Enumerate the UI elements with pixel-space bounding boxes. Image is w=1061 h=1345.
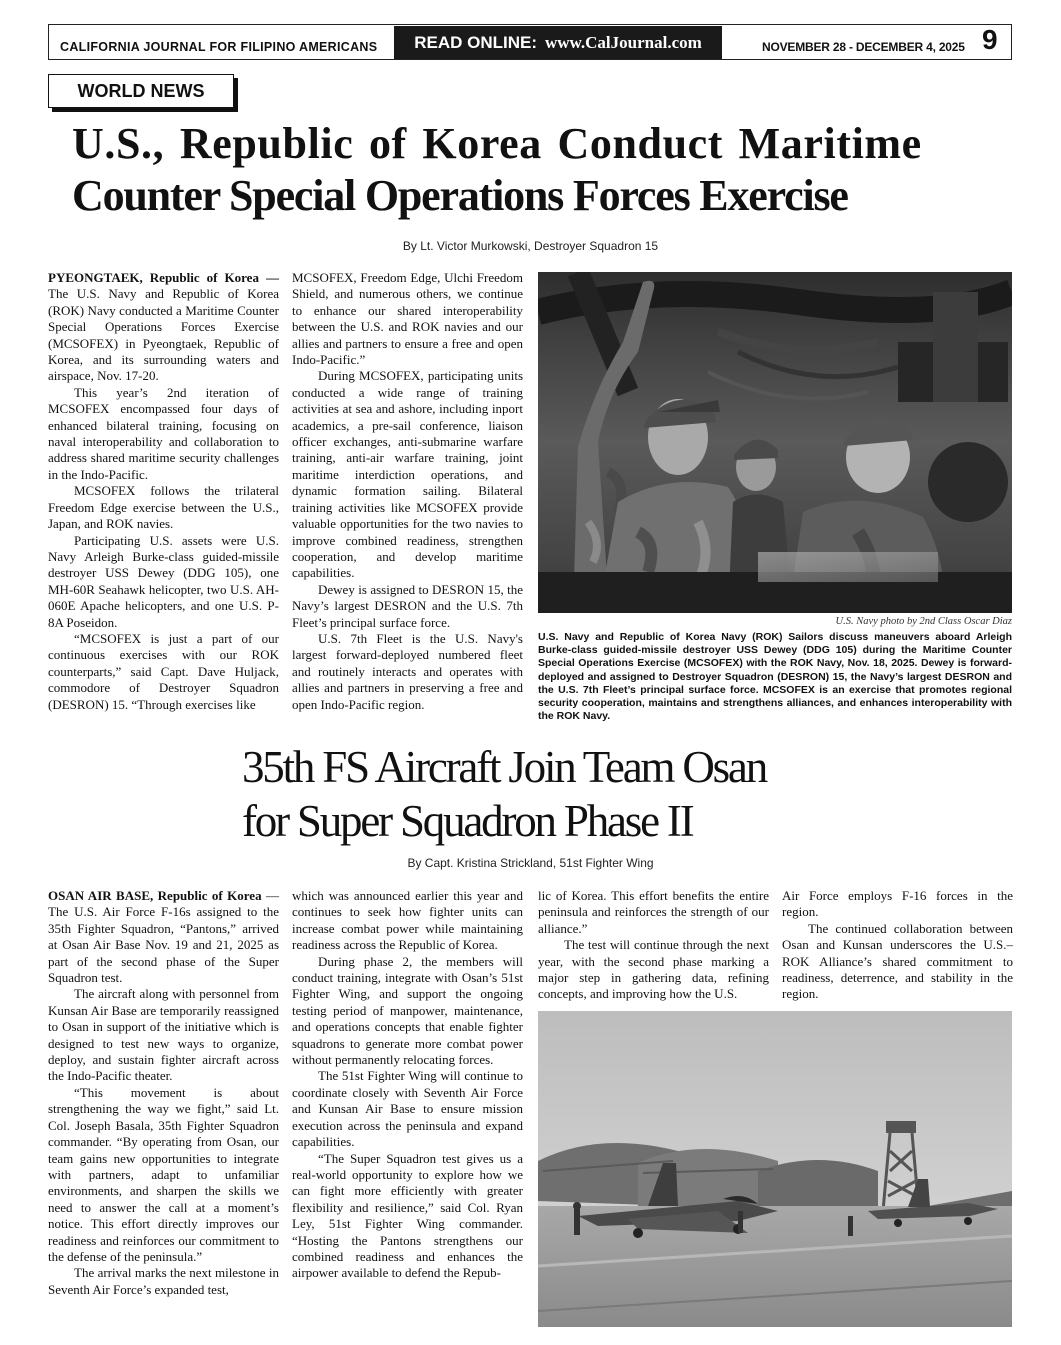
website-link[interactable]: www.CalJournal.com xyxy=(545,32,702,52)
read-online-label: READ ONLINE: xyxy=(414,32,537,52)
article1-byline: By Lt. Victor Murkowski, Destroyer Squadron 15 xyxy=(402,239,659,253)
article2-paragraph: The test will continue through the next year, with the second phase marking a major step in gathering data, refining concepts, and improving how the U.S. xyxy=(538,937,769,1002)
article2-paragraph: The continued collaboration between Osan and Kunsan underscores the U.S.–ROK Alliance’s shared commitment to readiness, deterrence, and stability in the region. xyxy=(782,920,1013,1002)
article1-headline xyxy=(72,118,992,222)
publication-name: CALIFORNIA JOURNAL FOR FILIPINO AMERICANS xyxy=(60,40,378,54)
article1-paragraph: MCSOFEX, Freedom Edge, Ulchi Freedom Shield, and numerous others, we continue to enhance our shared interoperability between the U.S. and ROK navies and our allies and partners to ensure a free and open Indo-Pacific.” xyxy=(292,270,523,368)
article1-paragraph: “MCSOFEX is just a part of our continuous exercises with our ROK counterparts,” said Capt. Dave Huljack, commodore of Destroyer Squadron (DESRON) 15. “Through exercises like xyxy=(48,630,279,712)
issue-date: NOVEMBER 28 - DECEMBER 4, 2025 xyxy=(762,40,965,54)
article2-headline-line2: for Super Squadron Phase II xyxy=(242,796,693,846)
section-label: WORLD NEWS xyxy=(48,74,234,108)
article2-paragraph: The aircraft along with personnel from Kunsan Air Base are temporarily reassigned to Osan in support of the initiative which is designed to test new ways to organize, deploy, and sustain fighter aircraft across the Indo-Pacific theater. xyxy=(48,986,279,1084)
article1-column-2 xyxy=(292,270,523,713)
article1-paragraph: U.S. 7th Fleet is the U.S. Navy's largest forward-deployed numbered fleet and routinely interacts and operates with allies and partners in preserving a free and open Indo-Pacific region. xyxy=(292,630,523,712)
article2-paragraph: The 51st Fighter Wing will continue to coordinate closely with Seventh Air Force and Kunsan Air Base to ensure mission execution across the peninsula and expand capabilities. xyxy=(292,1068,523,1150)
article2-paragraph: OSAN AIR BASE, Republic of Korea — The U.S. Air Force F-16s assigned to the 35th Fighter Squadron, “Pantons,” arrived at Osan Air Base Nov. 19 and 21, 2025 as part of the second phase of the Super Squadron test. xyxy=(48,888,280,986)
article1-headline-line1: U.S., Republic of Korea Conduct Maritime xyxy=(72,119,922,168)
f16-flightline-photo xyxy=(538,1011,1012,1327)
article1-paragraph: Dewey is assigned to DESRON 15, the Navy’s largest DESRON and the U.S. 7th Fleet’s principal surface force. xyxy=(292,581,523,630)
photo1-credit: U.S. Navy photo by 2nd Class Oscar Diaz xyxy=(835,616,1012,627)
article2-paragraph: “This movement is about strengthening the way we fight,” said Lt. Col. Joseph Basala, 35th Fighter Squadron commander. “By operating from Osan, our team gains new opportunities to integrate with partners, adapt to unfamiliar environments, and sharpen the skills we need to answer the call at a moment’s notice. This effort directly improves our readiness and reinforces our commitment to the defense of the peninsula.” xyxy=(48,1084,279,1264)
article2-dateline: OSAN AIR BASE, Republic of Korea xyxy=(48,888,262,903)
sailors-photo xyxy=(538,272,1012,613)
page-number: 9 xyxy=(982,24,998,55)
sailors-photo-illustration xyxy=(538,272,1012,613)
article1-paragraph: During MCSOFEX, participating units conducted a wide range of training activities at sea and ashore, including inport academics, a pre-sail conference, liaison officer exchanges, anti-submarine warfare training, anti-air warfare training, joint maritime interdiction operations, and dynamic formation sailing. Bilateral training activities like MCSOFEX provide valuable opportunities for the two navies to improve combined readiness, strengthen cooperation, and develop maritime capabilities. xyxy=(292,368,523,581)
article2-byline: By Capt. Kristina Strickland, 51st Fighter Wing xyxy=(407,856,654,870)
article2-paragraph: “The Super Squadron test gives us a real-world opportunity to explore how we can fight more efficiently with greater flexibility and resilience,” said Col. Ryan Ley, 51st Fighter Wing commander. “Hosting the Pantons strengthens our combined readiness and enhances the airpower available to defend the Repub- xyxy=(292,1150,523,1281)
article2-column-2 xyxy=(292,888,523,1282)
article1-headline-line2: Counter Special Operations Forces Exercise xyxy=(72,171,848,220)
article2-headline-line1: 35th FS Aircraft Join Team Osan xyxy=(242,742,767,792)
article1-paragraph: MCSOFEX follows the trilateral Freedom Edge exercise between the U.S., Japan, and ROK navies. xyxy=(48,483,279,532)
article1-column-1 xyxy=(48,270,279,713)
article1-dateline: PYEONGTAEK, Republic of Korea — xyxy=(48,270,279,285)
article2-paragraph: During phase 2, the members will conduct training, integrate with Osan’s 51st Fighter Wing, and support the ongoing testing period of manpower, maintenance, and operations concepts that enable fighter squadrons to generate more combat power without permanently relocating forces. xyxy=(292,953,523,1068)
article2-headline xyxy=(242,740,882,848)
article2-column-3 xyxy=(538,888,769,1003)
article1-paragraph: This year’s 2nd iteration of MCSOFEX encompassed four days of enhanced bilateral training, focusing on naval interoperability and collaboration to address shared maritime security challenges in the Indo-Pacific. xyxy=(48,384,279,482)
read-online-banner[interactable] xyxy=(394,26,722,59)
f16-photo-illustration xyxy=(538,1011,1012,1327)
article1-paragraph: Participating U.S. assets were U.S. Navy Arleigh Burke-class guided-missile destroyer USS Dewey (DDG 105), one MH-60R Seahawk helicopter, two U.S. AH-060E Apache helicopters, and one U.S. P-8A Poseidon. xyxy=(48,532,279,630)
article2-paragraph: The arrival marks the next milestone in Seventh Air Force’s expanded test, xyxy=(48,1265,279,1297)
article2-paragraph: lic of Korea. This effort benefits the entire peninsula and reinforces the strength of our alliance.” xyxy=(538,888,769,936)
article2-column-4 xyxy=(782,888,1013,1003)
article2-column-1 xyxy=(48,888,279,1298)
article2-paragraph: which was announced earlier this year and continues to seek how fighter units can increase combat power while maintaining readiness across the Republic of Korea. xyxy=(292,888,523,953)
photo1-caption: U.S. Navy and Republic of Korea Navy (ROK) Sailors discuss maneuvers aboard Arleigh Burke-class guided-missile destroyer USS Dewey (DDG 105) during the Maritime Counter Special Operations Exercise (MCSOFEX) with the ROK Navy, Nov. 18, 2025. Dewey is forward-deployed and assigned to Destroyer Squadron (DESRON) 15, the Navy’s largest DESRON and the U.S. 7th Fleet’s principal surface force. MCSOFEX is an exercise that promotes regional security cooperation, maintains and strengthens alliances, and enhances interoperability with the ROK Navy. xyxy=(538,631,1012,723)
article1-paragraph: PYEONGTAEK, Republic of Korea — The U.S. Navy and Republic of Korea (ROK) Navy conducted a Maritime Counter Special Operations Forces Exercise (MCSOFEX) in Pyeongtaek, Republic of Korea, and its surrounding waters and airspace, Nov. 17-20. xyxy=(48,270,279,384)
article2-paragraph: Air Force employs F-16 forces in the region. xyxy=(782,888,1013,920)
